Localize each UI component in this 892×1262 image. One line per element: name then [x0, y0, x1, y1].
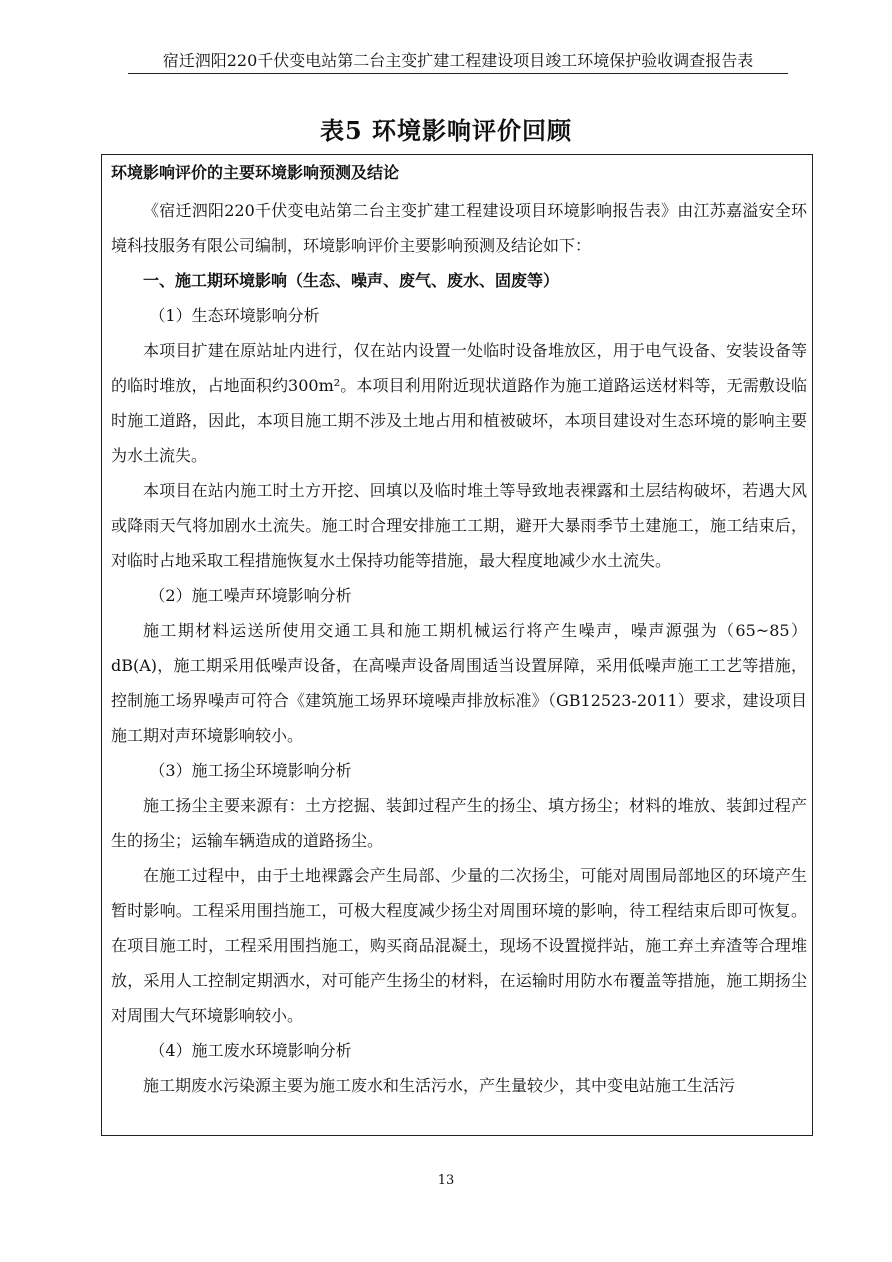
subheading-ecology: （1）生态环境影响分析: [149, 306, 320, 325]
paragraph-ecology-2: 本项目在站内施工时土方开挖、回填以及临时堆土等导致地表裸露和土层结构破坏，若遇大风或降雨天气将加剧水土流失。施工时合理安排施工工期，避开大暴雨季节土建施工，施工结束后，对临时占地采取工程措施恢复水土保持功能等措施，最大程度地减少水土流失。: [111, 481, 807, 570]
subheading-dust: （3）施工扬尘环境影响分析: [149, 761, 352, 780]
paragraph-intro: 《宿迁泗阳220千伏变电站第二台主变扩建工程建设项目环境影响报告表》由江苏嘉溢安全环境科技服务有限公司编制，环境影响评价主要影响预测及结论如下：: [111, 201, 807, 255]
running-header: 宿迁泗阳220千伏变电站第二台主变扩建工程建设项目竣工环境保护验收调查报告表: [162, 51, 754, 70]
header-rule: [128, 73, 788, 74]
paragraph-dust-2: 在施工过程中，由于土地裸露会产生局部、少量的二次扬尘，可能对周围局部地区的环境产生暂时影响。工程采用围挡施工，可极大程度减少扬尘对周围环境的影响，待工程结束后即可恢复。在项目施工时，工程采用围挡施工，购买商品混凝土，现场不设置搅拌站，施工弃土弃渣等合理堆放，采用人工控制定期洒水，对可能产生扬尘的材料，在运输时用防水布覆盖等措施，施工期扬尘对周围大气环境影响较小。: [111, 866, 807, 1025]
paragraph-noise: 施工期材料运送所使用交通工具和施工期机械运行将产生噪声，噪声源强为（65~85）dB(A)，施工期采用低噪声设备，在高噪声设备周围适当设置屏障，采用低噪声施工工艺等措施，控制施工场界噪声可符合《建筑施工场界环境噪声排放标准》（GB12523-2011）要求，建设项目施工期对声环境影响较小。: [111, 621, 807, 745]
subheading-wastewater: （4）施工废水环境影响分析: [149, 1041, 352, 1060]
table-title: 表5 环境影响评价回顾: [319, 116, 573, 145]
paragraph-ecology-1: 本项目扩建在原站址内进行，仅在站内设置一处临时设备堆放区，用于电气设备、安装设备等的临时堆放，占地面积约300m²。本项目利用附近现状道路作为施工道路运送材料等，无需敷设临时施工道路，因此，本项目施工期不涉及土地占用和植被破坏，本项目建设对生态环境的影响主要为水土流失。: [111, 341, 807, 465]
table-box: [101, 154, 813, 1136]
paragraph-wastewater: 施工期废水污染源主要为施工废水和生活污水，产生量较少，其中变电站施工生活污: [143, 1076, 736, 1095]
box-heading: 环境影响评价的主要环境影响预测及结论: [111, 163, 400, 182]
paragraph-dust-1: 施工扬尘主要来源有：土方挖掘、装卸过程产生的扬尘、填方扬尘；材料的堆放、装卸过程产生的扬尘；运输车辆造成的道路扬尘。: [111, 796, 807, 850]
section-heading-construction: 一、施工期环境影响（生态、噪声、废气、废水、固废等）: [143, 271, 560, 290]
subheading-noise: （2）施工噪声环境影响分析: [149, 586, 352, 605]
table-content: [111, 193, 807, 1103]
page-number: 13: [437, 1173, 455, 1188]
